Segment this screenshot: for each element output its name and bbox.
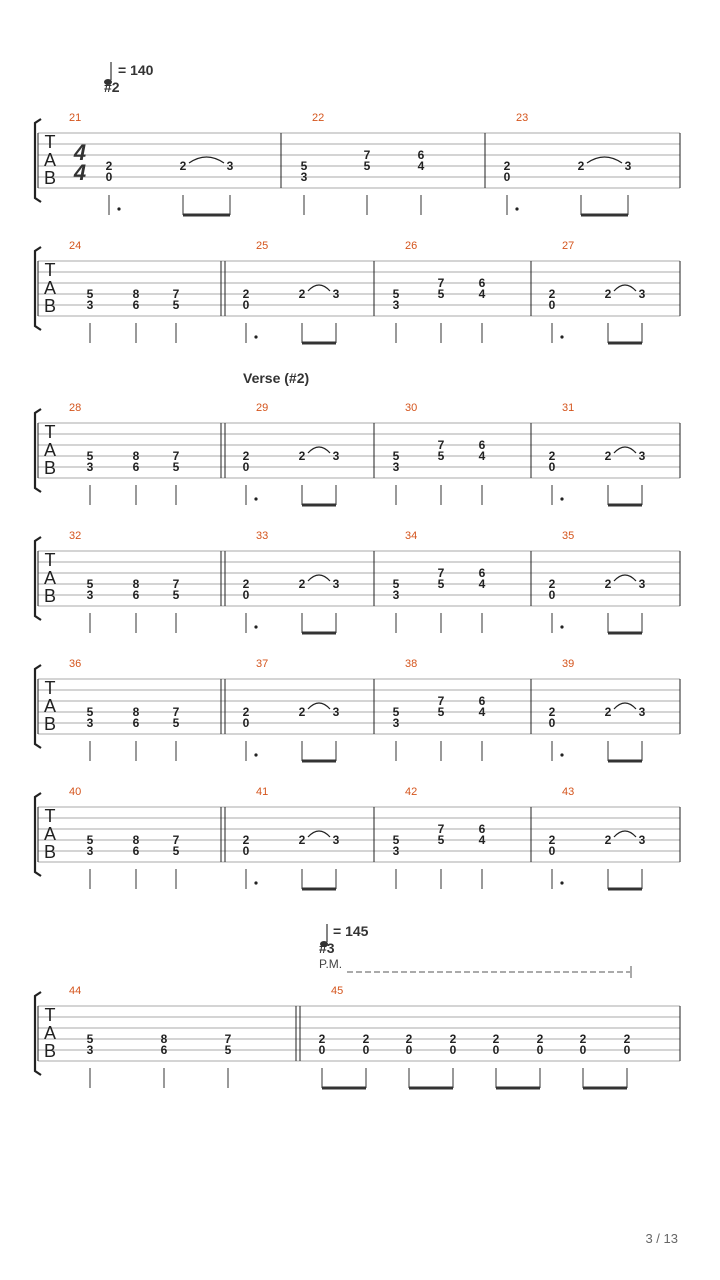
fret-number: 0 — [449, 1043, 457, 1057]
tempo-section: #2 — [104, 79, 120, 95]
fret-number: 5 — [172, 460, 180, 474]
fret-number: 2 — [604, 833, 612, 847]
tab-letter-b: B — [43, 458, 57, 478]
measure-number: 40 — [69, 786, 82, 798]
fret-number: 0 — [242, 460, 250, 474]
fret-number: 6 — [478, 276, 486, 290]
fret-number: 5 — [392, 833, 400, 847]
tab-system — [35, 786, 680, 889]
fret-number: 2 — [492, 1032, 500, 1046]
fret-number: 0 — [242, 844, 250, 858]
fret-number: 6 — [478, 438, 486, 452]
fret-number: 7 — [172, 449, 180, 463]
rhythm-dot — [560, 335, 563, 338]
page-number: 3 / 13 — [645, 1231, 678, 1246]
slur-arc — [614, 575, 636, 581]
time-sig-bottom: 4 — [73, 160, 87, 185]
tab-letter-b: B — [43, 296, 57, 316]
measure — [69, 402, 225, 505]
tab-letter-a: A — [43, 824, 57, 844]
fret-number: 6 — [417, 148, 425, 162]
fret-number: 0 — [503, 170, 511, 184]
measure — [393, 786, 531, 889]
fret-number: 3 — [332, 833, 340, 847]
tab-system — [35, 112, 680, 215]
rhythm-dot — [117, 207, 120, 210]
measure-number: 27 — [562, 240, 575, 252]
measure-number: 41 — [256, 786, 269, 798]
measure — [69, 240, 225, 343]
measure-number: 42 — [405, 786, 418, 798]
fret-number: 7 — [437, 822, 445, 836]
fret-number: 0 — [623, 1043, 631, 1057]
fret-number: 5 — [437, 287, 445, 301]
fret-number: 3 — [638, 287, 646, 301]
fret-number: 6 — [132, 716, 140, 730]
rhythm-dot — [560, 881, 563, 884]
fret-number: 7 — [172, 833, 180, 847]
fret-number: 0 — [548, 716, 556, 730]
fret-number: 0 — [105, 170, 113, 184]
fret-number: 2 — [105, 159, 113, 173]
measure-number: 39 — [562, 658, 575, 670]
fret-number: 0 — [548, 460, 556, 474]
fret-number: 0 — [548, 298, 556, 312]
tab-letter-b: B — [43, 1041, 57, 1061]
fret-number: 6 — [160, 1043, 168, 1057]
fret-number: 7 — [172, 287, 180, 301]
tab-letter-t: T — [44, 806, 56, 826]
measure-number: 33 — [256, 530, 269, 542]
fret-number: 0 — [536, 1043, 544, 1057]
tab-system — [35, 530, 680, 633]
measure-number: 29 — [256, 402, 269, 414]
fret-number: 7 — [172, 577, 180, 591]
tab-letter-a: A — [43, 440, 57, 460]
fret-number: 2 — [536, 1032, 544, 1046]
section-label: Verse (#2) — [243, 370, 310, 386]
fret-number: 2 — [405, 1032, 413, 1046]
rhythm-dot — [515, 207, 518, 210]
fret-number: 6 — [478, 822, 486, 836]
measure — [549, 240, 680, 343]
fret-number: 2 — [298, 449, 306, 463]
tab-letter-a: A — [43, 696, 57, 716]
fret-number: 3 — [332, 449, 340, 463]
tab-system — [35, 658, 680, 761]
fret-number: 2 — [548, 833, 556, 847]
measure — [69, 786, 225, 889]
measure-number: 44 — [69, 985, 82, 997]
fret-number: 4 — [478, 705, 486, 719]
fret-number: 4 — [478, 577, 486, 591]
fret-number: 3 — [300, 170, 308, 184]
measure — [549, 402, 680, 505]
fret-number: 2 — [604, 449, 612, 463]
tab-letter-t: T — [44, 678, 56, 698]
rhythm-dot — [254, 497, 257, 500]
fret-number: 3 — [392, 844, 400, 858]
tab-letter-a: A — [43, 568, 57, 588]
fret-number: 3 — [226, 159, 234, 173]
fret-number: 5 — [86, 1032, 94, 1046]
rhythm-dot — [254, 625, 257, 628]
fret-number: 4 — [478, 833, 486, 847]
fret-number: 3 — [86, 716, 94, 730]
fret-number: 5 — [300, 159, 308, 173]
fret-number: 2 — [604, 577, 612, 591]
fret-number: 6 — [478, 694, 486, 708]
measure — [549, 786, 680, 889]
fret-number: 0 — [362, 1043, 370, 1057]
fret-number: 5 — [437, 705, 445, 719]
fret-number: 0 — [242, 298, 250, 312]
fret-number: 3 — [332, 577, 340, 591]
fret-number: 0 — [242, 588, 250, 602]
tab-letter-b: B — [43, 714, 57, 734]
fret-number: 8 — [132, 833, 140, 847]
fret-number: 7 — [437, 566, 445, 580]
fret-number: 2 — [362, 1032, 370, 1046]
fret-number: 3 — [86, 460, 94, 474]
fret-number: 5 — [172, 298, 180, 312]
fret-number: 8 — [160, 1032, 168, 1046]
fret-number: 6 — [478, 566, 486, 580]
slur-arc — [189, 157, 224, 163]
fret-number: 5 — [86, 449, 94, 463]
fret-number: 0 — [242, 716, 250, 730]
tab-system — [35, 985, 680, 1088]
slur-arc — [614, 285, 636, 291]
measure — [393, 658, 531, 761]
fret-number: 5 — [172, 844, 180, 858]
fret-number: 3 — [86, 588, 94, 602]
fret-number: 3 — [638, 705, 646, 719]
tempo-value: = 140 — [118, 62, 154, 78]
fret-number: 3 — [638, 833, 646, 847]
measure — [301, 112, 485, 215]
measure-number: 24 — [69, 240, 82, 252]
fret-number: 3 — [624, 159, 632, 173]
measure-number: 32 — [69, 530, 82, 542]
measure-number: 31 — [562, 402, 575, 414]
fret-number: 5 — [392, 287, 400, 301]
slur-arc — [308, 447, 330, 453]
measure — [69, 985, 300, 1088]
fret-number: 4 — [478, 449, 486, 463]
fret-number: 2 — [548, 577, 556, 591]
fret-number: 2 — [298, 705, 306, 719]
fret-number: 5 — [437, 449, 445, 463]
rhythm-dot — [560, 497, 563, 500]
measure — [69, 530, 225, 633]
fret-number: 0 — [492, 1043, 500, 1057]
slur-arc — [614, 831, 636, 837]
fret-number: 3 — [638, 577, 646, 591]
fret-number: 2 — [579, 1032, 587, 1046]
fret-number: 5 — [86, 705, 94, 719]
fret-number: 6 — [132, 588, 140, 602]
fret-number: 5 — [363, 159, 371, 173]
fret-number: 3 — [86, 298, 94, 312]
fret-number: 5 — [172, 588, 180, 602]
fret-number: 2 — [604, 287, 612, 301]
fret-number: 2 — [179, 159, 187, 173]
fret-number: 7 — [224, 1032, 232, 1046]
fret-number: 0 — [579, 1043, 587, 1057]
tab-letter-t: T — [44, 550, 56, 570]
fret-number: 6 — [132, 460, 140, 474]
fret-number: 5 — [437, 577, 445, 591]
fret-number: 5 — [86, 833, 94, 847]
measure-number: 34 — [405, 530, 418, 542]
rhythm-dot — [560, 625, 563, 628]
fret-number: 7 — [437, 276, 445, 290]
fret-number: 7 — [172, 705, 180, 719]
fret-number: 4 — [478, 287, 486, 301]
time-sig-top: 4 — [73, 140, 87, 165]
fret-number: 2 — [242, 287, 250, 301]
measure-number: 26 — [405, 240, 418, 252]
tab-letter-b: B — [43, 842, 57, 862]
measure — [243, 658, 374, 761]
tab-letter-t: T — [44, 260, 56, 280]
measure — [243, 786, 374, 889]
fret-number: 6 — [132, 844, 140, 858]
fret-number: 8 — [132, 449, 140, 463]
fret-number: 2 — [548, 705, 556, 719]
fret-number: 7 — [437, 694, 445, 708]
fret-number: 4 — [417, 159, 425, 173]
measure-number: 43 — [562, 786, 575, 798]
fret-number: 2 — [242, 577, 250, 591]
fret-number: 2 — [242, 833, 250, 847]
fret-number: 5 — [437, 833, 445, 847]
fret-number: 0 — [405, 1043, 413, 1057]
fret-number: 3 — [332, 705, 340, 719]
fret-number: 3 — [86, 1043, 94, 1057]
fret-number: 5 — [392, 705, 400, 719]
measure — [549, 658, 680, 761]
tab-letter-t: T — [44, 422, 56, 442]
fret-number: 3 — [392, 716, 400, 730]
fret-number: 2 — [242, 449, 250, 463]
fret-number: 2 — [604, 705, 612, 719]
tab-letter-b: B — [43, 168, 57, 188]
measure-number: 37 — [256, 658, 269, 670]
fret-number: 2 — [548, 449, 556, 463]
fret-number: 0 — [548, 844, 556, 858]
rhythm-dot — [254, 335, 257, 338]
tab-letter-b: B — [43, 586, 57, 606]
fret-number: 0 — [548, 588, 556, 602]
slur-arc — [587, 157, 622, 163]
tab-letter-t: T — [44, 1005, 56, 1025]
tab-system — [35, 240, 680, 343]
slur-arc — [308, 285, 330, 291]
tab-letter-a: A — [43, 278, 57, 298]
fret-number: 2 — [298, 287, 306, 301]
measure — [69, 112, 281, 215]
rhythm-dot — [560, 753, 563, 756]
fret-number: 5 — [392, 449, 400, 463]
slur-arc — [614, 703, 636, 709]
tempo-mark-2 — [319, 923, 631, 978]
tempo-section: #3 — [319, 940, 335, 956]
fret-number: 2 — [577, 159, 585, 173]
tab-letter-a: A — [43, 150, 57, 170]
measure — [393, 240, 531, 343]
measure-number: 30 — [405, 402, 418, 414]
fret-number: 3 — [638, 449, 646, 463]
measure-number: 36 — [69, 658, 82, 670]
measure — [243, 402, 374, 505]
slur-arc — [614, 447, 636, 453]
fret-number: 2 — [503, 159, 511, 173]
fret-number: 3 — [392, 588, 400, 602]
fret-number: 2 — [242, 705, 250, 719]
measure-number: 35 — [562, 530, 575, 542]
tab-letter-t: T — [44, 132, 56, 152]
measure-number: 21 — [69, 112, 82, 124]
fret-number: 8 — [132, 577, 140, 591]
measure-number: 23 — [516, 112, 529, 124]
measure-number: 38 — [405, 658, 418, 670]
tab-system — [35, 402, 680, 505]
tab-letter-a: A — [43, 1023, 57, 1043]
fret-number: 3 — [392, 460, 400, 474]
fret-number: 8 — [132, 705, 140, 719]
fret-number: 2 — [449, 1032, 457, 1046]
measure — [393, 402, 531, 505]
measure — [549, 530, 680, 633]
fret-number: 7 — [363, 148, 371, 162]
measure — [319, 985, 680, 1088]
measure — [243, 530, 374, 633]
fret-number: 5 — [172, 716, 180, 730]
fret-number: 2 — [318, 1032, 326, 1046]
slur-arc — [308, 575, 330, 581]
slur-arc — [308, 831, 330, 837]
fret-number: 2 — [548, 287, 556, 301]
measure-number: 22 — [312, 112, 325, 124]
measure-number: 25 — [256, 240, 269, 252]
palm-mute-label: P.M. — [319, 957, 343, 971]
tempo-value: = 145 — [333, 923, 369, 939]
fret-number: 6 — [132, 298, 140, 312]
fret-number: 7 — [437, 438, 445, 452]
measure — [393, 530, 531, 633]
slur-arc — [308, 703, 330, 709]
rhythm-dot — [254, 881, 257, 884]
fret-number: 2 — [623, 1032, 631, 1046]
fret-number: 5 — [86, 287, 94, 301]
fret-number: 5 — [86, 577, 94, 591]
measure-number: 45 — [331, 985, 344, 997]
fret-number: 3 — [86, 844, 94, 858]
fret-number: 0 — [318, 1043, 326, 1057]
rhythm-dot — [254, 753, 257, 756]
tempo-mark — [104, 62, 154, 95]
fret-number: 5 — [392, 577, 400, 591]
fret-number: 2 — [298, 577, 306, 591]
fret-number: 2 — [298, 833, 306, 847]
fret-number: 3 — [392, 298, 400, 312]
measure — [504, 112, 680, 215]
fret-number: 8 — [132, 287, 140, 301]
time-signature — [73, 140, 86, 185]
fret-number: 5 — [224, 1043, 232, 1057]
measure — [69, 658, 225, 761]
measure — [243, 240, 374, 343]
fret-number: 3 — [332, 287, 340, 301]
measure-number: 28 — [69, 402, 82, 414]
